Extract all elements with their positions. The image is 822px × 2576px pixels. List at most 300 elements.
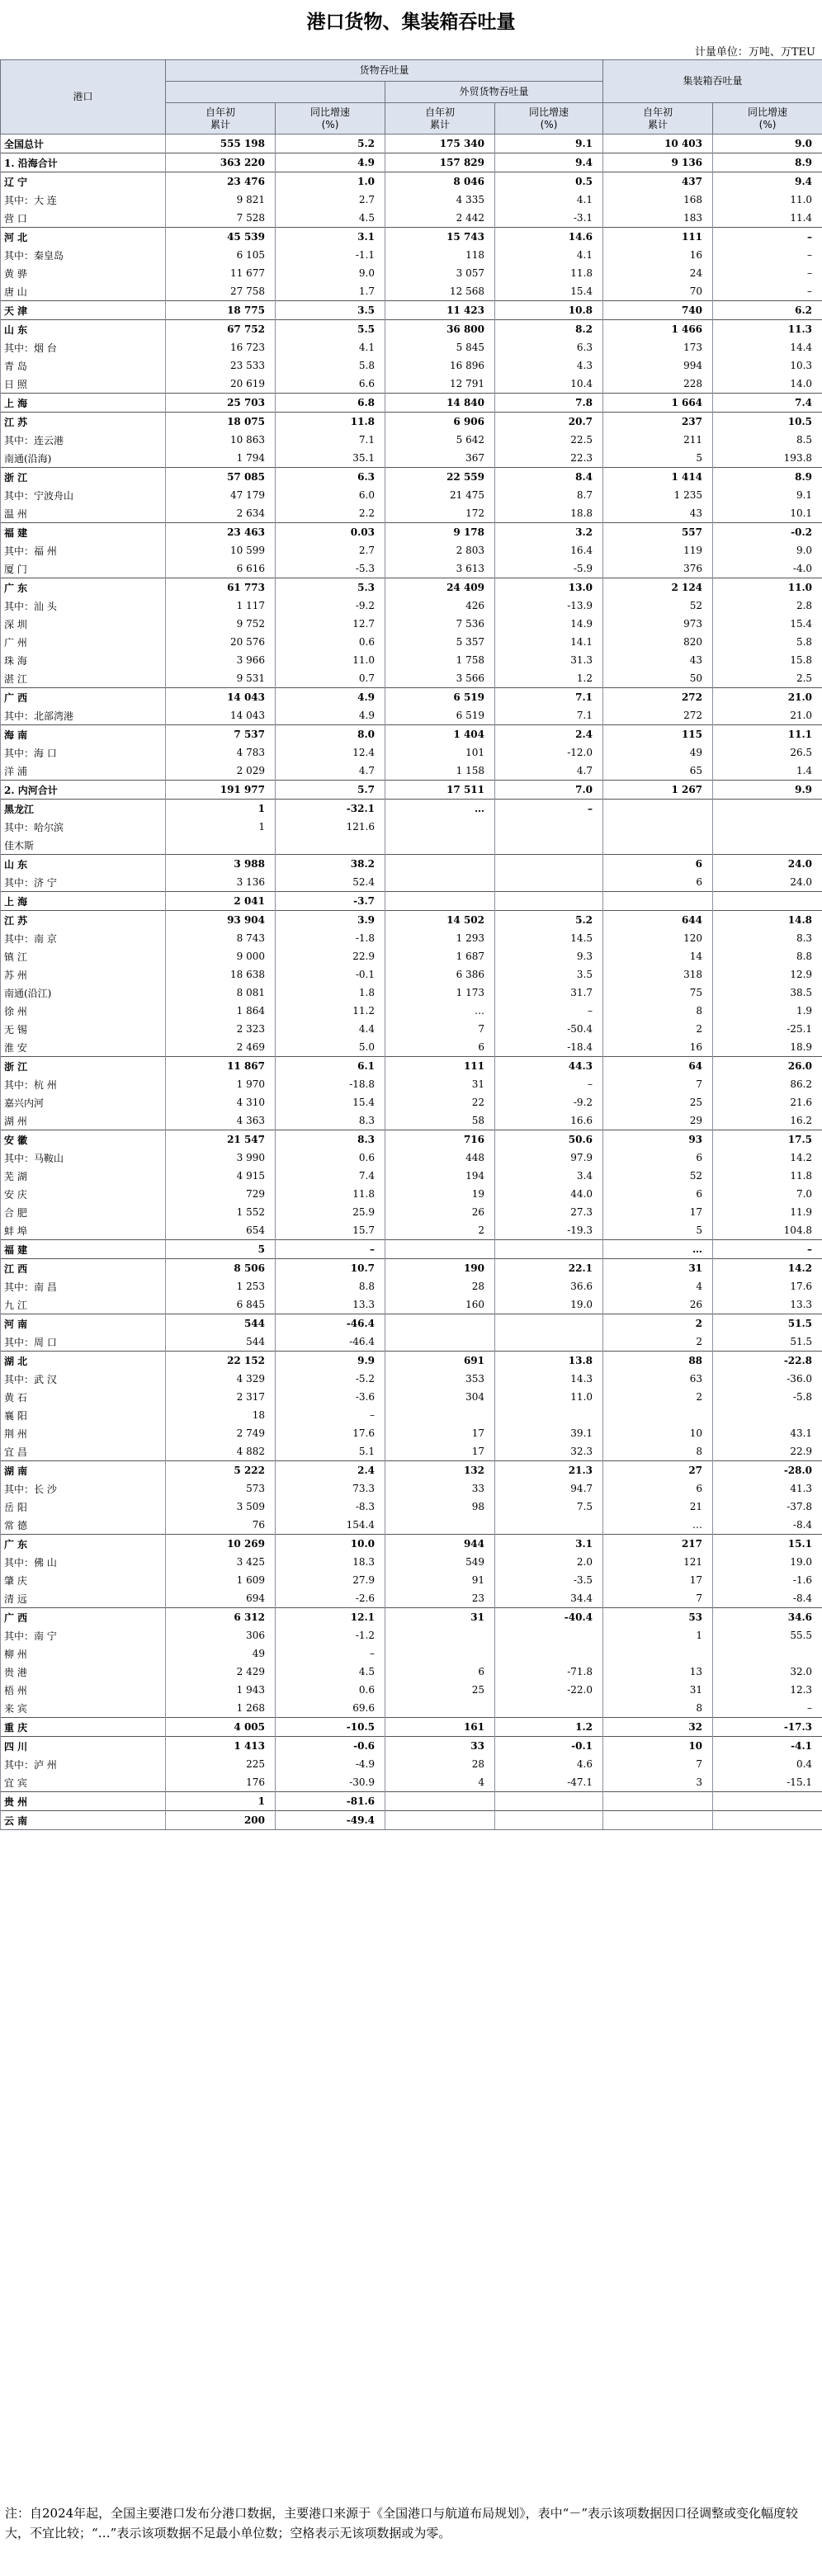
cargo-cum: 1 552 <box>166 1203 276 1221</box>
cargo-growth: 15.4 <box>276 1093 385 1111</box>
cargo-cum: 61 773 <box>166 578 276 597</box>
container-growth: -17.3 <box>713 1718 822 1737</box>
cargo-cum: 225 <box>166 1755 276 1773</box>
port-name: 其中：南 宁 <box>1 1626 166 1644</box>
table-row <box>1 1811 822 1830</box>
table-row <box>1 1755 822 1773</box>
container-cum: 272 <box>603 706 713 725</box>
container-cum: 10 <box>603 1424 713 1442</box>
foreign-growth <box>495 818 603 836</box>
container-growth: 6.2 <box>713 301 822 320</box>
foreign-growth <box>495 1699 603 1718</box>
foreign-cum <box>385 1314 495 1333</box>
foreign-growth: 8.4 <box>495 468 603 487</box>
table-row <box>1 762 822 781</box>
port-name: 来 宾 <box>1 1699 166 1718</box>
cargo-cum: 18 075 <box>166 413 276 432</box>
header-cargo-growth: 同比增速 (%) <box>276 103 385 134</box>
table-row <box>1 1352 822 1371</box>
foreign-cum: 98 <box>385 1498 495 1516</box>
port-name: 河 南 <box>1 1314 166 1333</box>
foreign-growth: 7.5 <box>495 1498 603 1516</box>
foreign-cum: 161 <box>385 1718 495 1737</box>
cargo-growth: 0.6 <box>276 633 385 651</box>
table-row <box>1 706 822 725</box>
port-name: 浙 江 <box>1 1057 166 1076</box>
cargo-cum: 4 882 <box>166 1442 276 1461</box>
container-growth: 7.4 <box>713 394 822 413</box>
cargo-growth: 10.7 <box>276 1259 385 1278</box>
foreign-cum: 7 536 <box>385 615 495 633</box>
port-name: 其中：武 汉 <box>1 1370 166 1388</box>
header-container-growth: 同比增速 (%) <box>713 103 822 134</box>
cargo-cum: 2 749 <box>166 1424 276 1442</box>
foreign-cum: 549 <box>385 1553 495 1571</box>
foreign-cum <box>385 818 495 836</box>
cargo-cum: 27 758 <box>166 282 276 301</box>
foreign-cum: 91 <box>385 1571 495 1589</box>
foreign-growth: 6.3 <box>495 338 603 356</box>
port-name: 其中：大 连 <box>1 191 166 209</box>
container-cum: 5 <box>603 1221 713 1240</box>
cargo-cum: 3 966 <box>166 651 276 669</box>
foreign-growth <box>495 1406 603 1424</box>
table-row <box>1 1681 822 1699</box>
cargo-cum: 694 <box>166 1589 276 1608</box>
foreign-growth: 14.5 <box>495 929 603 947</box>
cargo-cum: 76 <box>166 1516 276 1535</box>
cargo-cum: 21 547 <box>166 1130 276 1149</box>
cargo-growth: 10.0 <box>276 1535 385 1554</box>
cargo-cum: 573 <box>166 1479 276 1498</box>
foreign-growth: 31.3 <box>495 651 603 669</box>
port-name: 其中：济 宁 <box>1 873 166 892</box>
table-row <box>1 1370 822 1388</box>
container-growth: 8.9 <box>713 468 822 487</box>
table-row <box>1 1221 822 1240</box>
container-growth: 15.4 <box>713 615 822 633</box>
foreign-growth: 15.4 <box>495 282 603 301</box>
port-name: 常 德 <box>1 1516 166 1535</box>
container-cum <box>603 1406 713 1424</box>
cargo-growth: 5.5 <box>276 320 385 339</box>
table-row <box>1 209 822 228</box>
table-row <box>1 855 822 874</box>
foreign-growth: 9.4 <box>495 153 603 172</box>
cargo-growth: 4.1 <box>276 338 385 356</box>
foreign-growth: 21.3 <box>495 1461 603 1480</box>
port-name: 其中：宁波舟山 <box>1 486 166 504</box>
port-name: 其中：佛 山 <box>1 1553 166 1571</box>
foreign-growth: 31.7 <box>495 984 603 1002</box>
cargo-growth: 7.1 <box>276 431 385 449</box>
cargo-growth: 121.6 <box>276 818 385 836</box>
port-name: 天 津 <box>1 301 166 320</box>
cargo-cum: 363 220 <box>166 153 276 172</box>
container-cum: 43 <box>603 504 713 523</box>
container-growth: 14.8 <box>713 911 822 930</box>
port-name: 肇 庆 <box>1 1571 166 1589</box>
cargo-growth: -2.6 <box>276 1589 385 1608</box>
cargo-cum: 93 904 <box>166 911 276 930</box>
cargo-growth: 8.8 <box>276 1277 385 1295</box>
container-cum: 644 <box>603 911 713 930</box>
foreign-cum: 22 559 <box>385 468 495 487</box>
table-row <box>1 282 822 301</box>
cargo-cum: 11 867 <box>166 1057 276 1076</box>
table-row <box>1 320 822 339</box>
foreign-growth: -19.3 <box>495 1221 603 1240</box>
port-name: 其中：福 州 <box>1 541 166 559</box>
foreign-cum: 23 <box>385 1589 495 1608</box>
container-growth <box>713 836 822 855</box>
container-growth: 9.9 <box>713 781 822 800</box>
container-growth: 8.8 <box>713 947 822 965</box>
cargo-cum: 8 743 <box>166 929 276 947</box>
container-cum: 376 <box>603 559 713 578</box>
cargo-cum: 4 783 <box>166 743 276 762</box>
table-row <box>1 338 822 356</box>
port-name: 荆 州 <box>1 1424 166 1442</box>
foreign-growth: 22.5 <box>495 431 603 449</box>
foreign-growth: 4.1 <box>495 191 603 209</box>
cargo-cum: 1 253 <box>166 1277 276 1295</box>
port-name: 辽 宁 <box>1 172 166 191</box>
table-row <box>1 1571 822 1589</box>
container-growth: -8.4 <box>713 1589 822 1608</box>
container-cum: 13 <box>603 1663 713 1681</box>
container-growth: 34.6 <box>713 1608 822 1627</box>
container-cum: 272 <box>603 688 713 707</box>
container-growth: 43.1 <box>713 1424 822 1442</box>
container-cum: 7 <box>603 1755 713 1773</box>
container-growth: 16.2 <box>713 1111 822 1130</box>
container-cum: 10 403 <box>603 134 713 153</box>
foreign-growth <box>495 1811 603 1830</box>
container-growth: 51.5 <box>713 1333 822 1352</box>
port-name: 浙 江 <box>1 468 166 487</box>
foreign-cum: 12 791 <box>385 375 495 394</box>
foreign-cum: 5 357 <box>385 633 495 651</box>
port-name: 其中：哈尔滨 <box>1 818 166 836</box>
foreign-growth: 22.1 <box>495 1259 603 1278</box>
port-name: 广 西 <box>1 1608 166 1627</box>
foreign-growth: 11.8 <box>495 264 603 282</box>
foreign-cum: 4 335 <box>385 191 495 209</box>
cargo-cum: 191 977 <box>166 781 276 800</box>
cargo-growth: 17.6 <box>276 1424 385 1442</box>
cargo-growth: -46.4 <box>276 1333 385 1352</box>
port-name: 营 口 <box>1 209 166 228</box>
cargo-cum: 544 <box>166 1314 276 1333</box>
foreign-cum: 6 <box>385 1038 495 1057</box>
container-cum: 318 <box>603 965 713 984</box>
foreign-cum: 26 <box>385 1203 495 1221</box>
foreign-cum: 5 642 <box>385 431 495 449</box>
port-name: 福 建 <box>1 1240 166 1259</box>
foreign-growth: -18.4 <box>495 1038 603 1057</box>
port-name: 上 海 <box>1 892 166 911</box>
container-growth: 11.8 <box>713 1167 822 1185</box>
container-growth: 14.2 <box>713 1149 822 1167</box>
container-growth: 24.0 <box>713 855 822 874</box>
cargo-cum: 14 043 <box>166 688 276 707</box>
container-cum: 211 <box>603 431 713 449</box>
container-growth: -1.6 <box>713 1571 822 1589</box>
cargo-cum: 4 310 <box>166 1093 276 1111</box>
foreign-cum: 8 046 <box>385 172 495 191</box>
foreign-cum: 111 <box>385 1057 495 1076</box>
foreign-cum: 101 <box>385 743 495 762</box>
table-row <box>1 818 822 836</box>
port-name: 全国总计 <box>1 134 166 153</box>
port-name: 上 海 <box>1 394 166 413</box>
cargo-cum: 3 136 <box>166 873 276 892</box>
container-cum: 16 <box>603 246 713 264</box>
container-growth: – <box>713 246 822 264</box>
cargo-growth: 5.3 <box>276 578 385 597</box>
container-cum <box>603 818 713 836</box>
container-cum: 65 <box>603 762 713 781</box>
table-row <box>1 873 822 892</box>
container-growth: 12.9 <box>713 965 822 984</box>
port-name: 无 锡 <box>1 1020 166 1038</box>
foreign-cum: 22 <box>385 1093 495 1111</box>
container-growth: -37.8 <box>713 1498 822 1516</box>
foreign-cum: 31 <box>385 1075 495 1093</box>
table-row <box>1 356 822 375</box>
table-row <box>1 1149 822 1167</box>
cargo-cum: 1 117 <box>166 597 276 615</box>
foreign-growth: -40.4 <box>495 1608 603 1627</box>
header-cargo-blank <box>166 82 385 103</box>
foreign-growth: -47.1 <box>495 1773 603 1792</box>
cargo-cum: 23 533 <box>166 356 276 375</box>
container-cum: 3 <box>603 1773 713 1792</box>
container-growth: 19.0 <box>713 1553 822 1571</box>
container-growth <box>713 818 822 836</box>
table-row <box>1 633 822 651</box>
foreign-cum <box>385 892 495 911</box>
table-row <box>1 1626 822 1644</box>
cargo-cum: 10 863 <box>166 431 276 449</box>
cargo-cum: 1 413 <box>166 1737 276 1756</box>
container-cum: 7 <box>603 1075 713 1093</box>
table-row <box>1 1111 822 1130</box>
cargo-cum: 1 609 <box>166 1571 276 1589</box>
foreign-cum: 194 <box>385 1167 495 1185</box>
container-growth: -15.1 <box>713 1773 822 1792</box>
port-name: 淮 安 <box>1 1038 166 1057</box>
cargo-cum: 654 <box>166 1221 276 1240</box>
foreign-growth: 27.3 <box>495 1203 603 1221</box>
foreign-growth: 16.4 <box>495 541 603 559</box>
container-cum: 2 124 <box>603 578 713 597</box>
cargo-cum: 23 463 <box>166 523 276 542</box>
foreign-growth: -0.1 <box>495 1737 603 1756</box>
container-growth: 38.5 <box>713 984 822 1002</box>
port-name: 山 东 <box>1 855 166 874</box>
port-name: 河 北 <box>1 228 166 247</box>
container-cum: 217 <box>603 1535 713 1554</box>
port-name: 2. 内河合计 <box>1 781 166 800</box>
container-cum: 557 <box>603 523 713 542</box>
container-growth: -4.1 <box>713 1737 822 1756</box>
table-row <box>1 1792 822 1811</box>
cargo-cum: 9 821 <box>166 191 276 209</box>
cargo-growth: 12.7 <box>276 615 385 633</box>
foreign-cum: 28 <box>385 1277 495 1295</box>
foreign-growth <box>495 873 603 892</box>
container-cum: 2 <box>603 1020 713 1038</box>
foreign-growth: 4.1 <box>495 246 603 264</box>
foreign-growth <box>495 855 603 874</box>
cargo-growth: 11.8 <box>276 1185 385 1203</box>
container-cum: 1 267 <box>603 781 713 800</box>
foreign-growth: 7.0 <box>495 781 603 800</box>
cargo-growth: 73.3 <box>276 1479 385 1498</box>
table-row <box>1 1167 822 1185</box>
foreign-growth: 44.3 <box>495 1057 603 1076</box>
table-row <box>1 523 822 542</box>
cargo-cum: 200 <box>166 1811 276 1830</box>
table-row <box>1 1130 822 1149</box>
port-name: 温 州 <box>1 504 166 523</box>
table-row <box>1 947 822 965</box>
cargo-growth: 0.6 <box>276 1149 385 1167</box>
container-cum: 2 <box>603 1333 713 1352</box>
container-cum: 52 <box>603 597 713 615</box>
port-name: 襄 阳 <box>1 1406 166 1424</box>
port-name: 广 州 <box>1 633 166 651</box>
port-name: 安 庆 <box>1 1185 166 1203</box>
foreign-growth: 7.1 <box>495 706 603 725</box>
container-growth: 11.4 <box>713 209 822 228</box>
foreign-cum: 6 519 <box>385 706 495 725</box>
cargo-cum: 1 <box>166 800 276 819</box>
port-name: 日 照 <box>1 375 166 394</box>
foreign-cum: 24 409 <box>385 578 495 597</box>
table-row <box>1 1002 822 1020</box>
port-name: 四 川 <box>1 1737 166 1756</box>
foreign-cum <box>385 1240 495 1259</box>
table-row <box>1 1093 822 1111</box>
foreign-cum: 17 511 <box>385 781 495 800</box>
table-row <box>1 301 822 320</box>
table-row <box>1 1699 822 1718</box>
foreign-growth: 3.1 <box>495 1535 603 1554</box>
table-row <box>1 651 822 669</box>
foreign-growth: 34.4 <box>495 1589 603 1608</box>
cargo-cum: 18 <box>166 1406 276 1424</box>
table-row <box>1 688 822 707</box>
table-row <box>1 504 822 523</box>
table-row <box>1 153 822 172</box>
container-cum: 7 <box>603 1589 713 1608</box>
container-growth: 24.0 <box>713 873 822 892</box>
cargo-growth: -49.4 <box>276 1811 385 1830</box>
port-name: 其中：长 沙 <box>1 1479 166 1498</box>
cargo-growth: 5.7 <box>276 781 385 800</box>
cargo-growth: 6.3 <box>276 468 385 487</box>
table-row <box>1 413 822 432</box>
cargo-cum: 57 085 <box>166 468 276 487</box>
port-name: 柳 州 <box>1 1644 166 1663</box>
foreign-cum <box>385 1644 495 1663</box>
table-row <box>1 468 822 487</box>
foreign-cum: 1 687 <box>385 947 495 965</box>
cargo-cum: 9 752 <box>166 615 276 633</box>
container-growth: -36.0 <box>713 1370 822 1388</box>
container-cum: 10 <box>603 1737 713 1756</box>
container-growth: -28.0 <box>713 1461 822 1480</box>
cargo-growth: 5.1 <box>276 1442 385 1461</box>
foreign-growth <box>495 1240 603 1259</box>
foreign-growth: 14.1 <box>495 633 603 651</box>
table-row <box>1 1479 822 1498</box>
foreign-growth: 13.0 <box>495 578 603 597</box>
port-name: 宜 昌 <box>1 1442 166 1461</box>
cargo-growth: – <box>276 1644 385 1663</box>
cargo-cum: 2 634 <box>166 504 276 523</box>
foreign-growth <box>495 1314 603 1333</box>
container-cum: 120 <box>603 929 713 947</box>
cargo-cum: 544 <box>166 1333 276 1352</box>
foreign-growth: 8.7 <box>495 486 603 504</box>
cargo-growth: -5.2 <box>276 1370 385 1388</box>
foreign-growth: 97.9 <box>495 1149 603 1167</box>
container-growth: 2.5 <box>713 669 822 688</box>
container-cum: 2 <box>603 1388 713 1406</box>
port-name: 山 东 <box>1 320 166 339</box>
cargo-growth: 4.9 <box>276 706 385 725</box>
table-row <box>1 836 822 855</box>
foreign-growth: 9.1 <box>495 134 603 153</box>
foreign-cum <box>385 1406 495 1424</box>
foreign-cum: 3 566 <box>385 669 495 688</box>
foreign-cum: 691 <box>385 1352 495 1371</box>
cargo-growth: 5.8 <box>276 356 385 375</box>
cargo-growth: 6.8 <box>276 394 385 413</box>
foreign-cum: 4 <box>385 1773 495 1792</box>
cargo-cum: 3 425 <box>166 1553 276 1571</box>
cargo-growth: 11.2 <box>276 1002 385 1020</box>
cargo-cum: 2 317 <box>166 1388 276 1406</box>
foreign-cum: 58 <box>385 1111 495 1130</box>
cargo-cum: 20 619 <box>166 375 276 394</box>
foreign-cum: 3 057 <box>385 264 495 282</box>
cargo-growth: -18.8 <box>276 1075 385 1093</box>
container-growth: -8.4 <box>713 1516 822 1535</box>
cargo-cum: 7 537 <box>166 725 276 744</box>
cargo-cum: 4 005 <box>166 1718 276 1737</box>
container-cum: 6 <box>603 873 713 892</box>
cargo-growth: 4.5 <box>276 209 385 228</box>
container-cum: 49 <box>603 743 713 762</box>
cargo-cum: 49 <box>166 1644 276 1663</box>
container-cum: 93 <box>603 1130 713 1149</box>
foreign-growth <box>495 836 603 855</box>
table-row <box>1 1314 822 1333</box>
container-cum: 88 <box>603 1352 713 1371</box>
port-name: 合 肥 <box>1 1203 166 1221</box>
cargo-growth: 9.0 <box>276 264 385 282</box>
foreign-cum: 6 386 <box>385 965 495 984</box>
container-growth: 2.8 <box>713 597 822 615</box>
port-name: 芜 湖 <box>1 1167 166 1185</box>
port-name: 福 建 <box>1 523 166 542</box>
cargo-growth: 4.5 <box>276 1663 385 1681</box>
